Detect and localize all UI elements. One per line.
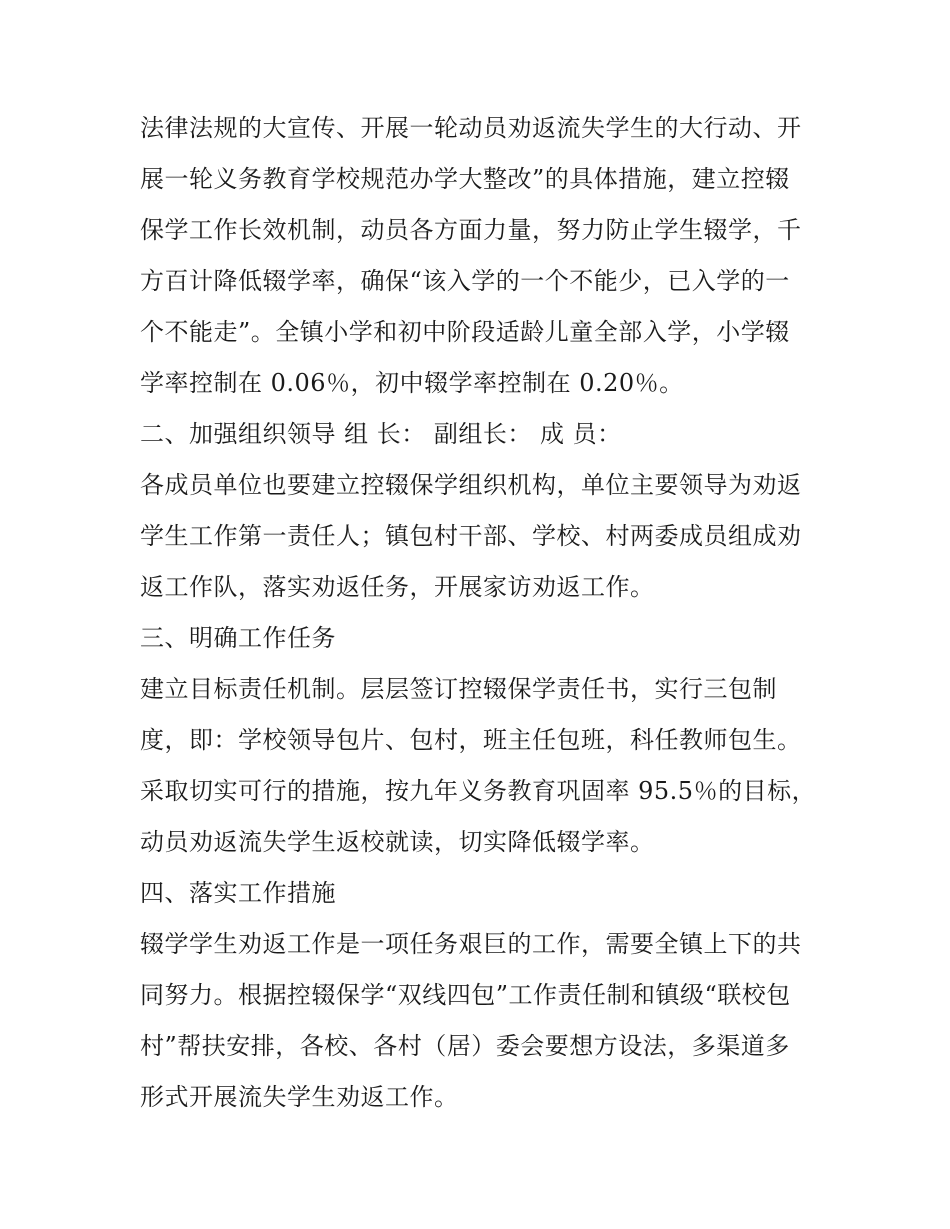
text-line: 展一轮义务教育学校规范办学大整改”的具体措施，建立控辍 <box>140 165 790 193</box>
text-line: 返工作队，落实劝返任务，开展家访劝返工作。 <box>140 573 655 601</box>
section-heading: 二、加强组织领导 组 长： 副组长： 成 员： <box>140 420 622 448</box>
text-line: 辍学学生劝返工作是一项任务艰巨的工作，需要全镇上下的共 <box>140 930 802 958</box>
text-line: 个不能走”。全镇小学和初中阶段适龄儿童全部入学，小学辍 <box>140 318 790 346</box>
text-line: 动员劝返流失学生返校就读，切实降低辍学率。 <box>140 828 655 856</box>
text-line: 采取切实可行的措施，按九年义务教育巩固率 95.5％的目标， <box>140 777 817 805</box>
text-line: 法律法规的大宣传、开展一轮动员劝返流失学生的大行动、开 <box>140 114 802 142</box>
section-heading: 三、明确工作任务 <box>140 624 336 652</box>
section-heading: 四、落实工作措施 <box>140 879 336 907</box>
text-line: 保学工作长效机制，动员各方面力量，努力防止学生辍学，千 <box>140 216 802 244</box>
text-line: 学率控制在 0.06％，初中辍学率控制在 0.20％。 <box>140 369 684 397</box>
text-line: 度，即：学校领导包片、包村，班主任包班，科任教师包生。 <box>140 726 802 754</box>
text-line: 村”帮扶安排，各校、各村（居）委会要想方设法，多渠道多 <box>140 1032 790 1060</box>
text-line: 建立目标责任机制。层层签订控辍保学责任书，实行三包制 <box>140 675 777 703</box>
text-line: 同努力。根据控辍保学“双线四包”工作责任制和镇级“联校包 <box>140 981 791 1009</box>
text-line: 学生工作第一责任人；镇包村干部、学校、村两委成员组成劝 <box>140 522 802 550</box>
text-line: 方百计降低辍学率，确保“该入学的一个不能少，已入学的一 <box>140 267 790 295</box>
text-line: 形式开展流失学生劝返工作。 <box>140 1083 459 1111</box>
text-line: 各成员单位也要建立控辍保学组织机构，单位主要领导为劝返 <box>140 471 802 499</box>
